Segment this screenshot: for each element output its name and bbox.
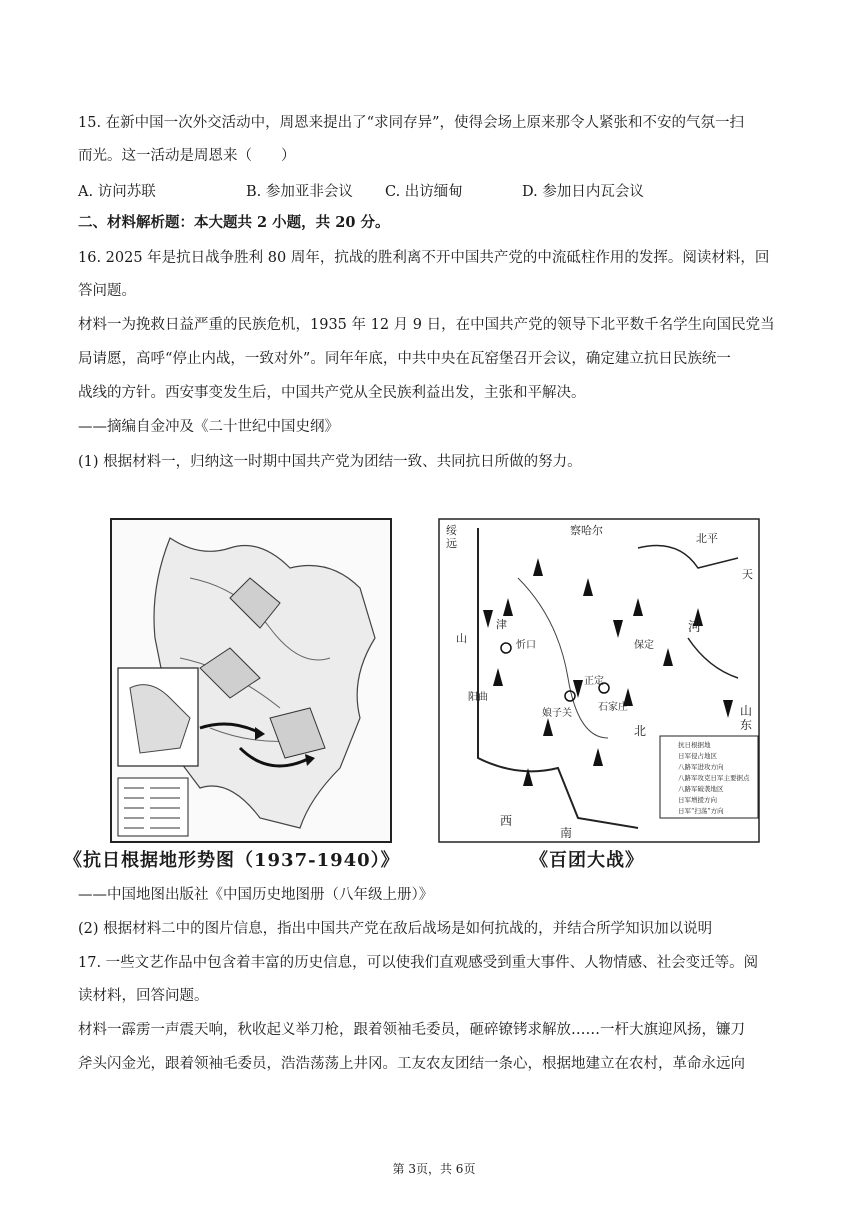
section-heading: 二、材料解析题：本大题共 2 小题，共 20 分。 bbox=[78, 214, 390, 231]
q16-stem-line2: 答问题。 bbox=[78, 283, 136, 299]
map-label-beiping: 北平 bbox=[696, 532, 718, 545]
map-label-xinkou: 忻口 bbox=[516, 640, 536, 651]
map-label-shandong: 山东 bbox=[740, 704, 753, 732]
q16-subquestion-2: (2) 根据材料二中的图片信息，指出中国共产党在敌后战场是如何抗战的，并结合所学知识加以说明 bbox=[78, 921, 713, 937]
q16-material1-line2: 局请愿，高呼“停止内战，一致对外”。同年年底，中共中央在瓦窑堡召开会议，确定建立抗日民族统一 bbox=[78, 351, 731, 367]
map-label-he: 河 bbox=[688, 620, 702, 635]
map-label-tian: 天 bbox=[742, 568, 753, 581]
map-label-zhengding: 正定 bbox=[584, 676, 604, 687]
map-label-shan: 山 bbox=[456, 632, 467, 645]
q16-maps-source: ——中国地图出版社《中国历史地图册（八年级上册）》 bbox=[78, 887, 434, 903]
q17-material1-line2: 斧头闪金光，跟着领袖毛委员，浩浩荡荡上井冈。工友农友团结一条心，根据地建立在农村，革命永远向 bbox=[78, 1056, 745, 1072]
q15-option-a[interactable]: A. 访问苏联 bbox=[78, 184, 156, 200]
map-label-nan: 南 bbox=[560, 826, 573, 840]
map-label-baoding: 保定 bbox=[634, 640, 654, 651]
map-label-xi: 西 bbox=[500, 814, 513, 828]
q15-option-c[interactable]: C. 出访缅甸 bbox=[385, 184, 463, 200]
map-label-bei: 北 bbox=[634, 724, 647, 738]
q15-stem-line1: 15. 在新中国一次外交活动中，周恩来提出了“求同存异”，使得会场上原来那令人紧张和不安的气氛一扫 bbox=[78, 115, 744, 131]
q16-material1-line1: 材料一为挽救日益严重的民族危机，1935 年 12 月 9 日，在中国共产党的领导下北平数千名学生向国民党当 bbox=[78, 317, 775, 333]
map-label-suiyuan: 绥远 bbox=[446, 524, 457, 550]
left-map-caption: 《抗日根据地形势图（1937-1940）》 bbox=[64, 850, 400, 871]
q15-stem-line2: 而光。这一活动是周恩来（ ） bbox=[78, 148, 296, 164]
right-map-caption: 《百团大战》 bbox=[530, 850, 644, 871]
base-area-map bbox=[110, 518, 392, 843]
map-legend: 抗日根据地 日军侵占地区 八路军进攻方向 八路军攻克日军主要据点 八路军破袭地区 日军增援方向 日军“扫荡”方向 bbox=[678, 741, 750, 815]
q17-stem-line1: 17. 一些文艺作品中包含着丰富的历史信息，可以使我们直观感受到重大事件、人物情感、社会变迁等。阅 bbox=[78, 955, 759, 971]
q16-stem-line1: 16. 2025 年是抗日战争胜利 80 周年，抗战的胜利离不开中国共产党的中流砥柱作用的发挥。阅读材料，回 bbox=[78, 250, 770, 266]
q16-subquestion-1: (1) 根据材料一，归纳这一时期中国共产党为团结一致、共同抗日所做的努力。 bbox=[78, 454, 582, 470]
map-label-niangziguan: 娘子关 bbox=[542, 708, 572, 719]
q17-material1-line1: 材料一霹雳一声震天响，秋收起义举刀枪，跟着领袖毛委员，砸碎镣铐求解放……一杆大旗迎风扬，镰刀 bbox=[78, 1022, 745, 1038]
q16-material1-line3: 战线的方针。西安事变发生后，中国共产党从全民族利益出发，主张和平解决。 bbox=[78, 385, 586, 401]
q15-option-b[interactable]: B. 参加亚非会议 bbox=[246, 184, 353, 200]
map-label-yangqu: 阳曲 bbox=[468, 692, 488, 703]
map-label-shijiazhuang: 石家庄 bbox=[598, 702, 628, 713]
map-label-chahar: 察哈尔 bbox=[570, 524, 603, 537]
hundred-regiments-map bbox=[438, 518, 760, 843]
map-label-jin: 津 bbox=[496, 618, 507, 631]
q15-option-d[interactable]: D. 参加日内瓦会议 bbox=[522, 184, 644, 200]
q16-material1-source: ——摘编自金冲及《二十世纪中国史纲》 bbox=[78, 419, 339, 435]
page-number: 第 3页，共 6页 bbox=[392, 1162, 476, 1176]
q17-stem-line2: 读材料，回答问题。 bbox=[78, 988, 209, 1004]
